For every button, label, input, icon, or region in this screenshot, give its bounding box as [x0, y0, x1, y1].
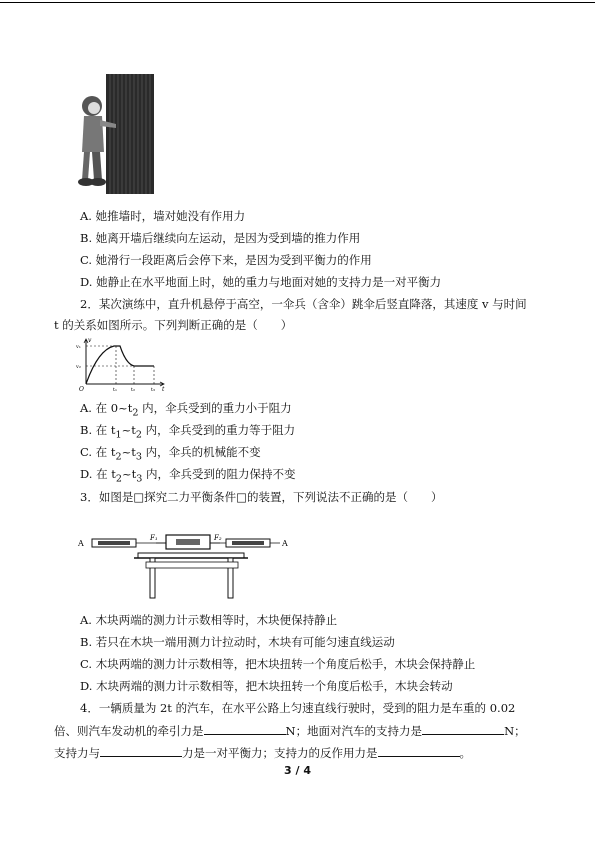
- girl-pushing-wall-figure: [76, 72, 156, 196]
- q1-option-b: B. 她离开墙后继续向左运动，是因为受到墙的推力作用: [80, 231, 361, 245]
- q2-c-sub1: 2: [115, 451, 122, 463]
- graph-origin-label: O: [79, 386, 84, 392]
- q2-d-prefix: D. 在 t: [80, 467, 116, 481]
- support-force-blank[interactable]: [422, 723, 504, 735]
- q4-line2-a: 倍、则汽车发动机的牵引力是: [54, 724, 204, 738]
- graph-v1-label: v₁: [76, 344, 81, 350]
- q2-option-a: [80, 401, 292, 420]
- graph-t-label: t: [162, 386, 165, 392]
- q3-stem: 3．如图是□探究二力平衡条件□的装置，下列说法不正确的是（ ）: [80, 490, 443, 504]
- q2-d-mid: ~t: [122, 467, 137, 481]
- apparatus-left-label: A: [78, 539, 84, 548]
- q2-c-mid: ~t: [121, 445, 136, 459]
- top-rule: [0, 2, 595, 3]
- graph-t2-label: t₂: [131, 387, 136, 392]
- q2-c-prefix: C. 在 t: [80, 445, 116, 459]
- balanced-force-blank[interactable]: [100, 745, 182, 757]
- q2-option-b: [80, 423, 295, 442]
- q2-d-sub1: 2: [115, 473, 123, 485]
- q2-b-mid: ~t: [121, 423, 136, 437]
- q2-b-sub2: 2: [135, 429, 143, 441]
- q3-option-c: C. 木块两端的测力计示数相等，把木块扭转一个角度后松手，木块会保持静止: [80, 657, 476, 671]
- q1-option-d: D. 她静止在水平地面上时，她的重力与地面对她的支持力是一对平衡力: [80, 275, 442, 289]
- q2-c-sub2: 3: [135, 451, 142, 463]
- q2-stem-line1: 2．某次演练中，直升机悬停于高空，一伞兵（含伞）跳伞后竖直降落，其速度 v 与时间: [80, 297, 527, 311]
- apparatus-right-label: A: [282, 539, 288, 548]
- apparatus-f2-label: F₂: [214, 534, 222, 542]
- q4-stem-line3: [54, 745, 471, 761]
- q2-option-c: [80, 445, 261, 464]
- q3-option-b: B. 若只在木块一端用测力计拉动时，木块有可能匀速直线运动: [80, 635, 395, 649]
- q4-line3-b: 力是一对平衡力；支持力的反作用力是: [182, 746, 378, 760]
- q2-a-suffix: 内，伞兵受到的重力小于阻力: [138, 401, 292, 415]
- q4-line3-a: 支持力与: [54, 746, 100, 760]
- q2-option-d: [80, 467, 296, 486]
- apparatus-f1-label: F₁: [150, 534, 158, 542]
- q2-b-prefix: B. 在 t: [80, 423, 116, 437]
- q2-b-sub1: 1: [115, 429, 122, 441]
- q4-line2-b: N；地面对汽车的支持力是: [285, 724, 423, 738]
- graph-t1-label: t₁: [113, 387, 118, 392]
- reaction-force-blank[interactable]: [378, 745, 460, 757]
- q2-c-suffix: 内，伞兵的机械能不变: [141, 445, 261, 459]
- q4-stem-line1: 4．一辆质量为 2t 的汽车，在水平公路上匀速直线行驶时，受到的阻力是车重的 0.02: [80, 701, 516, 715]
- graph-v2-label: v₂: [76, 364, 81, 370]
- q1-option-a: A. 她推墙时，墙对她没有作用力: [80, 209, 246, 223]
- force-balance-apparatus-figure: [76, 526, 296, 604]
- q4-line3-c: 。: [459, 746, 471, 760]
- traction-force-blank[interactable]: [204, 723, 286, 735]
- graph-t3-label: t₃: [151, 387, 156, 392]
- graph-v-label: v: [88, 337, 92, 344]
- q2-stem-line2: t 的关系如图所示。下列判断正确的是（ ）: [54, 318, 293, 332]
- q2-b-suffix: 内，伞兵受到的重力等于阻力: [142, 423, 296, 437]
- velocity-time-graph: [74, 336, 168, 392]
- page-number: 3 / 4: [284, 764, 311, 777]
- q3-option-d: D. 木块两端的测力计示数相等，把木块扭转一个角度后松手，木块会转动: [80, 679, 453, 693]
- q4-line2-c: N；: [504, 724, 526, 738]
- q1-option-c: C. 她滑行一段距离后会停下来，是因为受到平衡力的作用: [80, 253, 372, 267]
- q2-d-sub2: 3: [136, 473, 143, 485]
- q2-d-suffix: 内，伞兵受到的阻力保持不变: [142, 467, 296, 481]
- q4-stem-line2: [54, 723, 526, 739]
- q2-a-prefix: A. 在 0~t: [80, 401, 133, 415]
- q3-option-a: A. 木块两端的测力计示数相等时，木块便保持静止: [80, 613, 338, 627]
- q2-a-sub: 2: [132, 407, 139, 419]
